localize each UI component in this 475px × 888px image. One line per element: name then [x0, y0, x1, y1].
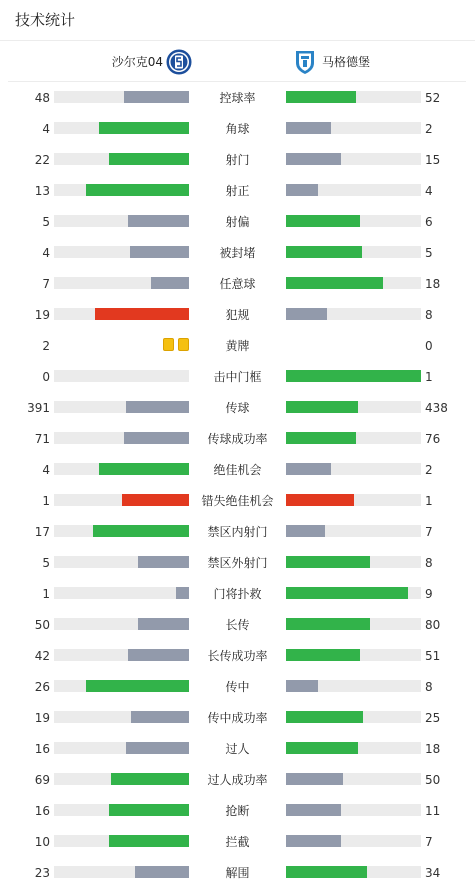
away-stat-bar [286, 835, 421, 847]
home-stat-bar-fill [138, 556, 189, 568]
home-stat-value: 4 [42, 246, 50, 260]
stat-row [0, 609, 475, 640]
stat-label: 禁区外射门 [207, 556, 268, 570]
home-stat-bar [54, 246, 189, 258]
stat-label: 黄牌 [225, 339, 250, 353]
home-stat-bar [54, 711, 189, 723]
away-stat-bar-fill [286, 401, 358, 413]
away-team[interactable] [292, 48, 370, 76]
stat-label: 禁区内射门 [207, 525, 268, 539]
home-stat-value: 391 [27, 401, 50, 415]
home-stat-bar [54, 463, 189, 475]
away-stat-value: 9 [425, 587, 433, 601]
stat-label: 射偏 [225, 215, 250, 229]
home-stat-bar [54, 556, 189, 568]
away-stat-bar [286, 773, 421, 785]
away-stat-value: 18 [425, 277, 441, 291]
stat-label: 射正 [225, 184, 250, 198]
away-stat-value: 2 [425, 122, 433, 136]
away-stat-bar [286, 804, 421, 816]
away-stat-value: 8 [425, 308, 433, 322]
home-team-name: 沙尔克04 [111, 55, 163, 69]
stat-row [0, 826, 475, 857]
home-stat-value: 0 [42, 370, 50, 384]
home-stat-value: 26 [34, 680, 50, 694]
away-stat-value: 7 [425, 835, 433, 849]
away-stat-bar-fill [286, 122, 331, 134]
away-stat-bar-fill [286, 649, 360, 661]
home-stat-bar-fill [99, 122, 189, 134]
home-stat-value: 19 [34, 308, 50, 322]
home-stat-value: 16 [34, 804, 50, 818]
stat-label: 传球 [225, 401, 250, 415]
away-stat-value: 438 [425, 401, 448, 415]
schalke-crest-icon [166, 49, 192, 75]
away-stat-value: 8 [425, 556, 433, 570]
away-stat-bar [286, 463, 421, 475]
magdeburg-crest-icon [292, 49, 318, 75]
home-stat-bar-fill [126, 742, 189, 754]
away-stat-bar-fill [286, 463, 331, 475]
home-stat-bar-fill [109, 804, 189, 816]
away-stat-bar-fill [286, 866, 367, 878]
home-yellow-cards [163, 338, 189, 351]
stat-row [0, 547, 475, 578]
stat-row [0, 857, 475, 888]
stat-row [0, 237, 475, 268]
home-stat-value: 23 [34, 866, 50, 880]
stat-label: 抢断 [225, 804, 250, 818]
home-stat-bar-fill [86, 184, 189, 196]
stat-row [0, 299, 475, 330]
home-stat-bar [54, 742, 189, 754]
away-stat-value: 15 [425, 153, 441, 167]
stat-row [0, 516, 475, 547]
home-stat-value: 10 [34, 835, 50, 849]
home-stat-bar-fill [151, 277, 189, 289]
home-stat-value: 1 [42, 587, 50, 601]
away-stat-value: 11 [425, 804, 441, 818]
teams-header [8, 41, 466, 82]
away-stat-bar-fill [286, 308, 327, 320]
home-stat-bar-fill [126, 401, 189, 413]
home-stat-bar [54, 649, 189, 661]
stat-label: 过人 [225, 742, 250, 756]
stat-label: 过人成功率 [207, 773, 268, 787]
home-stat-value: 2 [42, 339, 50, 353]
away-stat-bar-fill [286, 525, 325, 537]
away-stat-bar [286, 866, 421, 878]
away-stat-value: 25 [425, 711, 441, 725]
away-stat-bar [286, 432, 421, 444]
home-stat-bar [54, 122, 189, 134]
home-stat-bar [54, 618, 189, 630]
away-stat-value: 8 [425, 680, 433, 694]
home-stat-bar-fill [124, 432, 189, 444]
away-stat-bar-fill [286, 277, 383, 289]
stat-label: 错失绝佳机会 [201, 494, 274, 508]
stat-label: 长传 [225, 618, 250, 632]
away-stat-bar-fill [286, 184, 318, 196]
stat-label: 射门 [225, 153, 250, 167]
away-stat-bar [286, 587, 421, 599]
away-stat-bar [286, 246, 421, 258]
away-stat-bar [286, 91, 421, 103]
stat-label: 解围 [225, 866, 250, 880]
away-stat-bar [286, 308, 421, 320]
away-stat-bar [286, 742, 421, 754]
away-stat-bar [286, 494, 421, 506]
stat-label: 控球率 [219, 91, 256, 105]
home-stat-bar-fill [138, 618, 189, 630]
home-stat-bar [54, 215, 189, 227]
home-stat-bar [54, 91, 189, 103]
home-stat-bar [54, 525, 189, 537]
home-stat-bar-fill [99, 463, 189, 475]
away-stat-bar-fill [286, 742, 358, 754]
away-stat-value: 76 [425, 432, 441, 446]
stat-row [0, 268, 475, 299]
away-stat-value: 4 [425, 184, 433, 198]
away-stat-bar-fill [286, 804, 341, 816]
stat-row [0, 206, 475, 237]
away-stat-value: 34 [425, 866, 441, 880]
away-stat-bar [286, 711, 421, 723]
home-stat-bar-fill [109, 153, 189, 165]
away-stat-bar-fill [286, 432, 356, 444]
stat-row [0, 330, 475, 361]
home-stat-bar [54, 587, 189, 599]
home-stat-value: 4 [42, 122, 50, 136]
home-stat-bar-fill [111, 773, 189, 785]
away-stat-bar [286, 277, 421, 289]
away-stat-value: 80 [425, 618, 441, 632]
away-stat-bar-fill [286, 246, 362, 258]
home-stat-value: 5 [42, 556, 50, 570]
home-stat-value: 71 [34, 432, 50, 446]
home-stat-value: 16 [34, 742, 50, 756]
away-stat-bar [286, 401, 421, 413]
yellow-card-icon [178, 338, 189, 351]
stat-row [0, 671, 475, 702]
stat-row [0, 392, 475, 423]
away-stat-value: 18 [425, 742, 441, 756]
away-stat-bar-fill [286, 215, 360, 227]
home-stat-bar [54, 277, 189, 289]
away-stat-value: 7 [425, 525, 433, 539]
away-stat-bar [286, 184, 421, 196]
home-stat-value: 7 [42, 277, 50, 291]
home-stat-value: 50 [34, 618, 50, 632]
stat-row [0, 361, 475, 392]
away-stat-bar-fill [286, 556, 370, 568]
home-stat-value: 13 [34, 184, 50, 198]
away-stat-bar-fill [286, 618, 370, 630]
home-stat-bar [54, 680, 189, 692]
home-stat-value: 69 [34, 773, 50, 787]
stat-row [0, 640, 475, 671]
page-title: 技术统计 [15, 11, 76, 29]
away-stat-value: 0 [425, 339, 433, 353]
stats-list [0, 82, 475, 888]
home-stat-bar [54, 370, 189, 382]
away-stat-value: 52 [425, 91, 441, 105]
away-stat-value: 6 [425, 215, 433, 229]
home-stat-value: 5 [42, 215, 50, 229]
away-stat-bar-fill [286, 153, 341, 165]
away-stat-bar-fill [286, 494, 354, 506]
home-stat-bar-fill [128, 215, 189, 227]
home-stat-bar-fill [131, 711, 189, 723]
away-team-name: 马格德堡 [322, 55, 371, 69]
stat-row [0, 578, 475, 609]
stat-row [0, 175, 475, 206]
away-stat-value: 5 [425, 246, 433, 260]
stat-row [0, 423, 475, 454]
home-stat-bar-fill [122, 494, 190, 506]
stat-label: 击中门框 [213, 370, 262, 384]
away-stat-bar [286, 153, 421, 165]
stat-row [0, 733, 475, 764]
page-header [0, 0, 475, 41]
home-stat-value: 22 [34, 153, 50, 167]
away-stat-value: 2 [425, 463, 433, 477]
home-stat-bar-fill [93, 525, 189, 537]
home-stat-value: 1 [42, 494, 50, 508]
away-stat-bar [286, 618, 421, 630]
home-stat-bar [54, 773, 189, 785]
home-stat-bar [54, 308, 189, 320]
home-stat-bar-fill [128, 649, 189, 661]
away-stat-value: 1 [425, 494, 433, 508]
stat-row [0, 764, 475, 795]
away-stat-bar [286, 215, 421, 227]
home-stat-bar [54, 401, 189, 413]
home-stat-bar-fill [130, 246, 189, 258]
stat-label: 传中成功率 [207, 711, 268, 725]
home-stat-bar-fill [176, 587, 190, 599]
home-stat-bar [54, 153, 189, 165]
stat-row [0, 795, 475, 826]
stat-row [0, 485, 475, 516]
away-stat-value: 50 [425, 773, 441, 787]
away-stat-bar [286, 122, 421, 134]
stat-row [0, 144, 475, 175]
away-stat-bar-fill [286, 773, 343, 785]
stat-label: 长传成功率 [207, 649, 268, 663]
home-stat-bar [54, 835, 189, 847]
away-stat-bar-fill [286, 91, 356, 103]
home-stat-value: 19 [34, 711, 50, 725]
away-stat-bar-fill [286, 680, 318, 692]
away-stat-value: 51 [425, 649, 441, 663]
home-stat-bar [54, 866, 189, 878]
away-stat-value: 1 [425, 370, 433, 384]
away-stat-bar-fill [286, 587, 408, 599]
home-stat-bar-fill [86, 680, 189, 692]
away-stat-bar [286, 525, 421, 537]
home-stat-bar [54, 804, 189, 816]
stat-label: 犯规 [225, 308, 250, 322]
stat-row [0, 113, 475, 144]
home-stat-value: 42 [34, 649, 50, 663]
stat-row [0, 702, 475, 733]
away-stat-bar-fill [286, 711, 363, 723]
home-stat-bar-fill [135, 866, 189, 878]
stat-label: 拦截 [225, 835, 250, 849]
yellow-card-icon [163, 338, 174, 351]
stat-label: 门将扑救 [213, 587, 262, 601]
home-team[interactable] [112, 48, 192, 76]
home-stat-value: 17 [34, 525, 50, 539]
away-stat-bar [286, 680, 421, 692]
stat-row [0, 82, 475, 113]
home-stat-bar [54, 184, 189, 196]
stat-label: 被封堵 [219, 246, 256, 260]
stat-label: 角球 [225, 122, 250, 136]
home-stat-bar [54, 494, 189, 506]
stat-label: 任意球 [219, 277, 256, 291]
away-stat-bar [286, 649, 421, 661]
stat-label: 传球成功率 [207, 432, 268, 446]
stat-row [0, 454, 475, 485]
home-stat-value: 48 [34, 91, 50, 105]
home-stat-bar-fill [109, 835, 189, 847]
stat-label: 传中 [225, 680, 250, 694]
away-stat-bar [286, 556, 421, 568]
stat-label: 绝佳机会 [213, 463, 262, 477]
home-stat-bar [54, 432, 189, 444]
away-stat-bar-fill [286, 835, 341, 847]
away-stat-bar [286, 370, 421, 382]
home-stat-value: 4 [42, 463, 50, 477]
home-stat-bar-fill [124, 91, 189, 103]
away-stat-bar-fill [286, 370, 421, 382]
home-stat-bar-fill [95, 308, 190, 320]
